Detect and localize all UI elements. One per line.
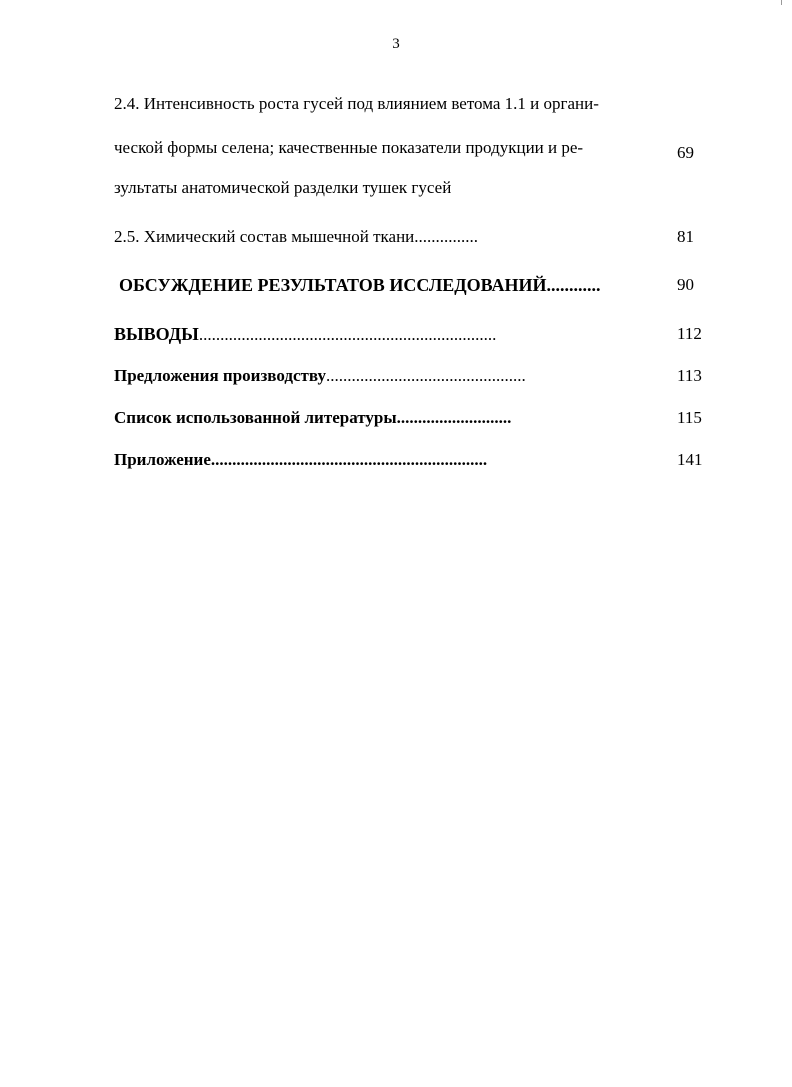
toc-entry-2-4-line-1: 2.4. Интенсивность роста гусей под влиянием ветома 1.1 и органи- xyxy=(114,94,599,113)
toc-entry-references-leader: ........................... xyxy=(396,408,512,427)
toc-entry-proposals-leader: ............................................... xyxy=(325,366,526,385)
toc-entry-conclusions-title: ВЫВОДЫ xyxy=(114,324,199,344)
toc-entry-references-title: Список использованной литературы xyxy=(114,408,397,427)
toc-entry-proposals-page: 113 xyxy=(677,366,702,385)
toc-entry-references xyxy=(114,408,511,428)
toc-entry-appendix-page: 141 xyxy=(677,450,703,469)
toc-entry-discussion-title: ОБСУЖДЕНИЕ РЕЗУЛЬТАТОВ ИССЛЕДОВАНИЙ xyxy=(119,275,547,295)
toc-entry-2-4-page: 69 xyxy=(677,143,694,162)
toc-entry-appendix-leader: ................................................................. xyxy=(210,450,488,469)
toc-entry-appendix-title: Приложение xyxy=(114,450,211,469)
toc-entry-conclusions-leader: ...................................................................... xyxy=(198,325,497,344)
toc-entry-conclusions xyxy=(114,324,496,345)
toc-entry-proposals xyxy=(114,366,526,386)
toc-entry-2-5-title: 2.5. Химический состав мышечной ткани xyxy=(114,227,415,246)
scan-edge-mark xyxy=(781,0,782,5)
toc-entry-discussion-leader: ............ xyxy=(546,275,601,295)
toc-entry-discussion xyxy=(119,275,601,295)
toc-entry-discussion-page: 90 xyxy=(677,275,694,294)
toc-entry-2-4-line-3: зультаты анатомической разделки тушек гусей xyxy=(114,178,452,197)
page-number: 3 xyxy=(392,36,400,52)
toc-entry-2-5-page: 81 xyxy=(677,227,694,246)
toc-entry-references-page: 115 xyxy=(677,408,702,427)
toc-entry-conclusions-page: 112 xyxy=(677,324,702,343)
toc-entry-2-4-line-2: ческой формы селена; качественные показатели продукции и ре- xyxy=(114,138,584,157)
toc-entry-2-5 xyxy=(114,227,478,247)
toc-entry-2-5-leader: ............... xyxy=(414,227,479,246)
toc-entry-proposals-title: Предложения производству xyxy=(114,366,326,385)
toc-entry-appendix xyxy=(114,450,487,470)
